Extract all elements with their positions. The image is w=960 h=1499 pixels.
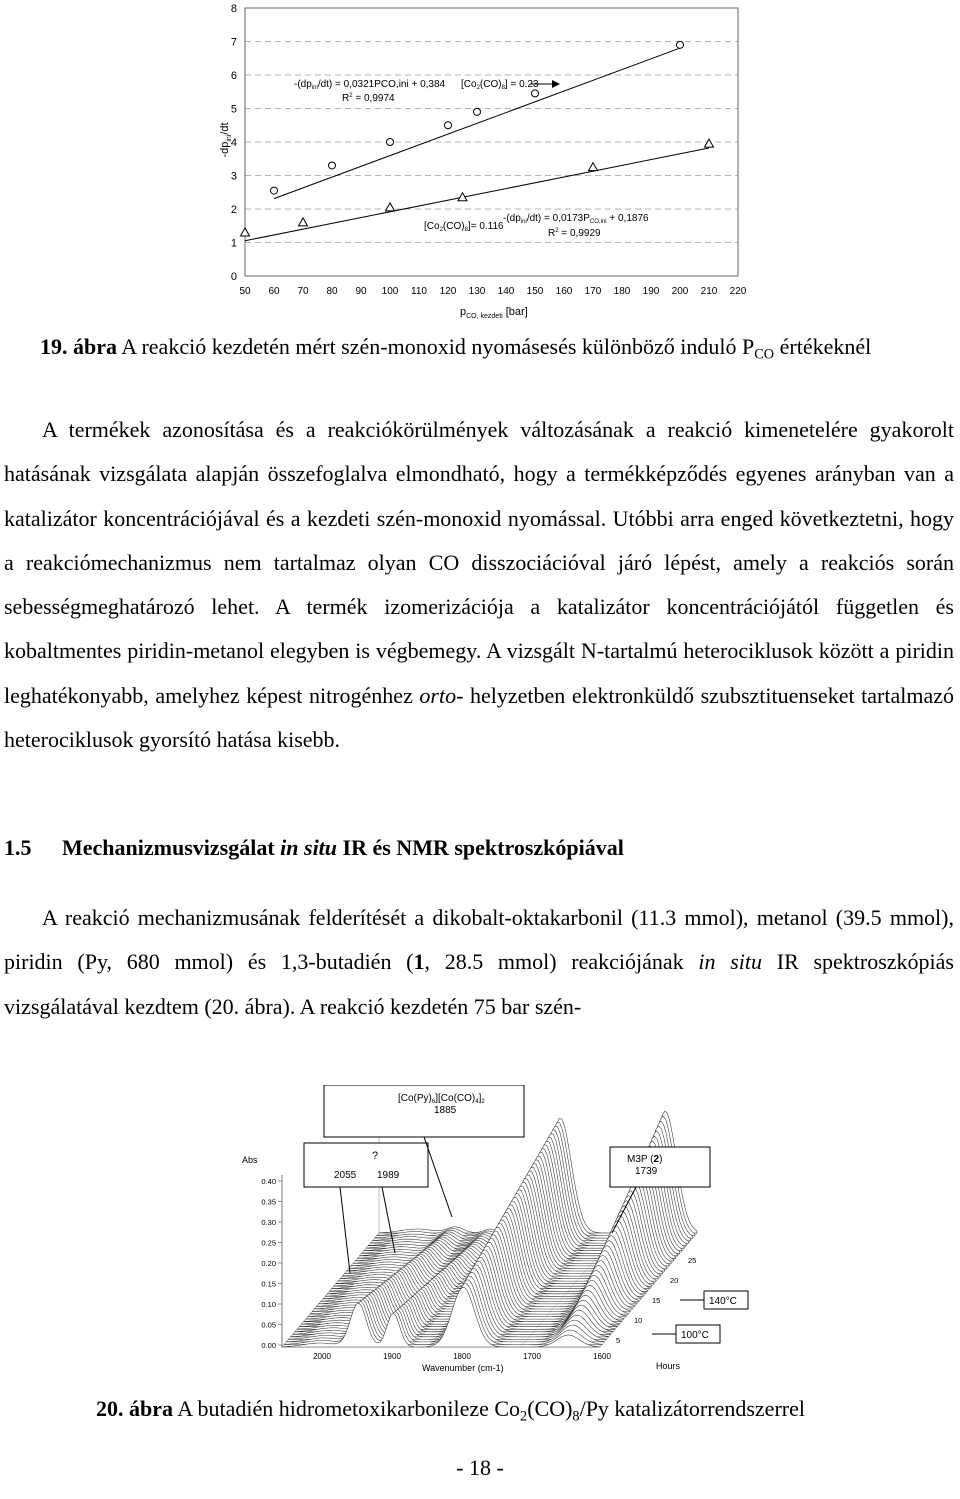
r2-upper: $R^2 = 0,9974$ bbox=[342, 93, 395, 104]
paragraph-1-italic: orto- bbox=[419, 682, 464, 708]
data-points bbox=[241, 41, 714, 236]
x-tick-label-120: 120 bbox=[439, 286, 457, 297]
series-label-upper: $[Co_2(CO)_8] = 0.23$ bbox=[461, 79, 539, 91]
x-tick-label-90: 90 bbox=[355, 286, 367, 297]
triangle-point-2 bbox=[386, 203, 395, 211]
wn-tick-label-2: 1800 bbox=[453, 1352, 471, 1361]
figure-20-tail: /Py katalizátorrendszerrel bbox=[579, 1396, 805, 1421]
paragraph-1-text-a: A termékek azonosítása és a reakciókörülmények változásának a reakció kimenetelére gyakorolt hatásának vizsgálata alapján összefoglalva elmondható, hogy a termékképződés egyenes arányban van a katalizátor koncentrációjával és a kezdeti szén-monoxid nyomással. Utóbbi arra enged következtetni, hogy a reakciómechanizmus nem tartalmaz olyan CO disszociációval járó lépést, amely a reakciós során sebességmeghatározó lehet. A termék izomerizációja a katalizátor koncentrációjától független és kobaltmentes piridin-metanol elegyben is végbemegy. A vizsgált N-tartalmú heterociklusok között a piridin leghatékonyabb, amelyhez képest nitrogénhez bbox=[4, 417, 954, 708]
series-label-lower: $[Co_2(CO)_8]= 0.116$ bbox=[424, 221, 504, 233]
temp-140-label: 140°C bbox=[709, 1296, 737, 1307]
section-title-b: IR és NMR spektroszkópiával bbox=[337, 835, 624, 860]
y-tick-label-0: 0 bbox=[230, 271, 237, 283]
y-tick-label-3: 3 bbox=[230, 170, 237, 183]
x-tick-label-200: 200 bbox=[671, 286, 689, 297]
x-tick-label-180: 180 bbox=[613, 286, 631, 297]
circle-point-5 bbox=[532, 90, 539, 97]
wn-tick-label-0: 2000 bbox=[313, 1352, 331, 1361]
y-tick-label-6: 6 bbox=[230, 70, 237, 82]
x-tick-label-190: 190 bbox=[642, 286, 660, 297]
fit-equation-lower: $-(dp_{ini}/dt) = 0,0173P_{CO,ini} + 0,1876$ bbox=[503, 213, 649, 225]
temp-100-label: 100°C bbox=[681, 1330, 709, 1341]
figure-19-text: A reakció kezdetén mért szén-monoxid nyomásesés különböző induló P bbox=[117, 334, 755, 359]
paragraph-2-bold: 1 bbox=[413, 949, 425, 975]
hour-tick-label-3: 20 bbox=[670, 1276, 679, 1285]
abs-tick-label-8: 0.00 bbox=[261, 1341, 276, 1350]
triangle-point-5 bbox=[705, 139, 714, 147]
figure-20-caption bbox=[96, 1396, 805, 1425]
abs-axis-title: Abs bbox=[242, 1155, 258, 1165]
section-number: 1.5 bbox=[4, 835, 32, 860]
circle-point-1 bbox=[329, 162, 336, 169]
y-tick-label-8: 8 bbox=[230, 3, 237, 15]
x-tick-label-130: 130 bbox=[468, 286, 486, 297]
x-tick-label-50: 50 bbox=[239, 286, 251, 297]
x-tick-label-80: 80 bbox=[326, 286, 338, 297]
circle-point-4 bbox=[474, 108, 481, 115]
unknown-callout-2055: 2055 bbox=[334, 1170, 357, 1181]
abs-tick-label-3: 0.25 bbox=[261, 1238, 276, 1248]
y-tick-label-2: 2 bbox=[230, 204, 237, 216]
abs-tick-label-1: 0.35 bbox=[261, 1197, 276, 1207]
section-title-italic: in situ bbox=[280, 835, 338, 860]
unknown-callout-1989: 1989 bbox=[377, 1170, 400, 1181]
figure-19-caption bbox=[40, 334, 872, 363]
y-tick-label-1: 1 bbox=[230, 237, 237, 250]
triangle-point-0 bbox=[241, 228, 250, 236]
unknown-callout-q: ? bbox=[372, 1150, 379, 1162]
x-tick-label-140: 140 bbox=[497, 286, 515, 297]
abs-tick-label-6: 0.10 bbox=[261, 1300, 276, 1309]
x-tick-label-60: 60 bbox=[268, 286, 280, 297]
y-tick-label-7: 7 bbox=[230, 36, 237, 49]
fit-line-circle bbox=[274, 48, 680, 199]
x-tick-label-160: 160 bbox=[555, 286, 573, 297]
arrowhead-upper bbox=[552, 80, 560, 88]
figure-20-sub1: 2 bbox=[520, 1408, 528, 1425]
fit-equation-upper: $-(dp_{ini}/dt) = 0,0321PCO,ini + 0,384$ bbox=[294, 79, 446, 91]
x-tick-label-110: 110 bbox=[411, 286, 427, 297]
abs-tick-label-5: 0.15 bbox=[261, 1279, 276, 1289]
m3p-callout-box bbox=[610, 1147, 710, 1187]
triangle-point-4 bbox=[589, 163, 598, 171]
circle-point-0 bbox=[271, 187, 278, 194]
wn-tick-label-3: 1700 bbox=[523, 1352, 541, 1361]
x-tick-label-210: 210 bbox=[700, 286, 718, 297]
abs-tick-label-0: 0.40 bbox=[261, 1177, 276, 1186]
figure-20-label: 20. ábra bbox=[96, 1396, 173, 1421]
chart-gridlines bbox=[245, 42, 738, 243]
x-tick-label-170: 170 bbox=[584, 286, 602, 297]
circle-point-6 bbox=[677, 41, 684, 48]
circle-point-2 bbox=[387, 139, 394, 146]
triangle-point-1 bbox=[299, 218, 308, 226]
y-tick-labels bbox=[231, 3, 237, 283]
wavenumber-axis-title: Wavenumber (cm-1) bbox=[422, 1363, 504, 1373]
hour-tick-label-0: 5 bbox=[616, 1336, 621, 1345]
paragraph-2-italic: in situ bbox=[698, 949, 763, 975]
unknown-callout-box bbox=[304, 1143, 428, 1187]
circle-point-3 bbox=[445, 122, 452, 129]
figure-19-label: 19. ábra bbox=[40, 334, 117, 359]
wn-tick-label-1: 1900 bbox=[383, 1352, 401, 1361]
figure-19-tail: értékeknél bbox=[774, 334, 872, 359]
complex-callout-formula: $[Co(Py)_6][Co(CO)_4]_2$ bbox=[398, 1093, 485, 1105]
section-heading bbox=[4, 835, 624, 861]
hour-tick-label-2: 15 bbox=[652, 1296, 661, 1305]
hour-tick-label-1: 10 bbox=[634, 1316, 643, 1325]
y-axis-label: $-dp_{ini}/dt$ bbox=[219, 122, 233, 158]
y-tick-label-5: 5 bbox=[230, 103, 237, 116]
abs-tick-label-4: 0.20 bbox=[261, 1259, 276, 1268]
paragraph-2-text-a: A reakció mechanizmusának felderítését a dikobalt-oktakarbonil (11.3 mmol), metanol (39.5 mmol), piridin (Py, 680 mmol) és 1,3-butadién ( bbox=[4, 905, 954, 975]
paragraph-2 bbox=[4, 896, 954, 1029]
fit-lines bbox=[245, 48, 709, 241]
x-tick-label-100: 100 bbox=[381, 286, 399, 297]
ir-waterfall-figure bbox=[212, 1085, 752, 1375]
figure-20-sub2: 8 bbox=[572, 1408, 580, 1425]
paragraph-1-text-b: helyzetben elektronküldő szubsztituenseket tartalmazó heterociklusok gyorsító hatása kisebb. bbox=[4, 682, 954, 753]
abs-tick-label-7: 0.05 bbox=[261, 1320, 276, 1330]
y-tick-label-4: 4 bbox=[230, 137, 237, 149]
x-tick-labels bbox=[239, 286, 746, 297]
hour-tick-label-4: 25 bbox=[688, 1256, 697, 1265]
x-axis-label: $p_{CO, kezdeti}$ [bar] bbox=[460, 306, 528, 320]
figure-19-sub: CO bbox=[754, 346, 775, 363]
paragraph-1 bbox=[4, 408, 954, 762]
figure-20-mid: (CO) bbox=[527, 1396, 573, 1421]
abs-tick-label-2: 0.30 bbox=[261, 1218, 276, 1227]
page-number: - 18 - bbox=[456, 1455, 504, 1480]
x-tick-label-70: 70 bbox=[297, 286, 309, 297]
pressure-drop-chart bbox=[0, 0, 960, 330]
m3p-callout-label: M3P (2) bbox=[627, 1154, 663, 1165]
r2-lower: $R^2 = 0,9929$ bbox=[548, 228, 601, 239]
section-title-a: Mechanizmusvizsgálat bbox=[62, 835, 281, 860]
x-tick-label-220: 220 bbox=[729, 286, 747, 297]
paragraph-2-text-c: , 28.5 mmol) reakciójának bbox=[424, 949, 699, 975]
hours-axis-title: Hours bbox=[656, 1361, 681, 1371]
complex-callout-wavenumber: 1885 bbox=[434, 1105, 457, 1116]
figure-20-text: A butadién hidrometoxikarbonileze Co bbox=[173, 1396, 521, 1421]
m3p-callout-wavenumber: 1739 bbox=[635, 1166, 658, 1177]
x-tick-label-150: 150 bbox=[526, 286, 544, 297]
wn-tick-label-4: 1600 bbox=[593, 1352, 611, 1361]
paragraph-2-text-d: IR spektroszkópiás vizsgálatával kezdtem (20. ábra). A reakció kezdetén 75 bar szén- bbox=[4, 949, 954, 1019]
